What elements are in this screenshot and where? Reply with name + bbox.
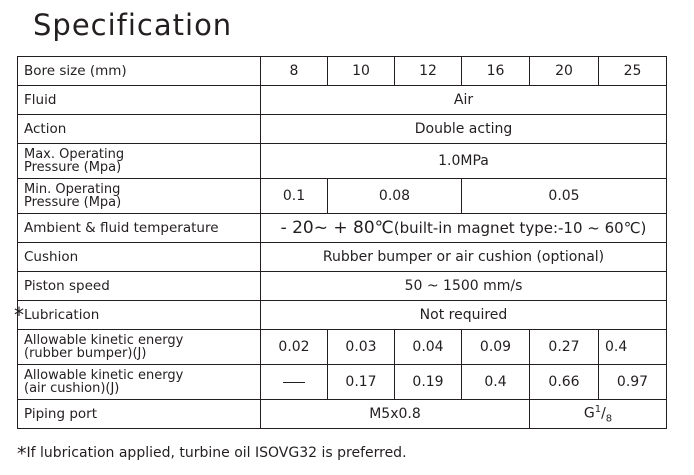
footnote-asterisk: * [17, 443, 27, 465]
ambient-temperature-note: (built-in magnet type:-10 ~ 60℃) [393, 219, 647, 237]
row-bore-size [18, 57, 667, 86]
kinetic-energy-rubber-25: 0.4 [599, 330, 667, 365]
kinetic-energy-air-8-not-available [261, 365, 328, 400]
row-piping-port [18, 400, 667, 429]
row-kinetic-energy-rubber [18, 330, 667, 365]
min-pressure-value-10-12: 0.08 [328, 179, 462, 214]
bore-size-10: 10 [328, 57, 395, 86]
piping-port-g: G [583, 405, 595, 422]
em-dash-mark [283, 382, 305, 383]
row-lubrication [18, 301, 667, 330]
fluid-value: Air [261, 86, 667, 115]
kinetic-energy-rubber-12: 0.04 [395, 330, 462, 365]
kinetic-energy-air-25: 0.97 [599, 365, 667, 400]
specification-table [14, 56, 667, 429]
min-pressure-label [18, 179, 261, 214]
piping-port-g-denominator: 8 [605, 413, 613, 425]
bore-size-16: 16 [462, 57, 530, 86]
row-fluid [18, 86, 667, 115]
cushion-label: Cushion [18, 243, 261, 272]
piston-speed-label: Piston speed [18, 272, 261, 301]
lubrication-label [14, 301, 261, 330]
row-min-pressure [18, 179, 667, 214]
lubrication-asterisk: * [14, 303, 24, 327]
max-pressure-label-line1: Max. Operating [24, 147, 125, 162]
kinetic-energy-air-16: 0.4 [462, 365, 530, 400]
min-pressure-value-16-25: 0.05 [462, 179, 667, 214]
piping-port-value-m5: M5x0.8 [261, 400, 530, 429]
row-action [18, 115, 667, 144]
action-value: Double acting [261, 115, 667, 144]
row-piston-speed [18, 272, 667, 301]
kinetic-energy-air-10: 0.17 [328, 365, 395, 400]
ambient-temperature-range: - 20~ + 80℃ [280, 218, 394, 238]
max-pressure-label [18, 144, 261, 179]
piston-speed-value: 50 ~ 1500 mm/s [261, 272, 667, 301]
footnote-text: If lubrication applied, turbine oil ISOVG32 is preferred. [26, 445, 407, 461]
row-ambient-temperature [18, 214, 667, 243]
fluid-label: Fluid [18, 86, 261, 115]
kinetic-energy-air-label-line2: (air cushion)(J) [24, 381, 120, 396]
bore-size-8: 8 [261, 57, 328, 86]
bore-size-label: Bore size (mm) [18, 57, 261, 86]
lubrication-footnote [17, 443, 407, 465]
max-pressure-value: 1.0MPa [261, 144, 667, 179]
cushion-value: Rubber bumper or air cushion (optional) [261, 243, 667, 272]
kinetic-energy-rubber-label-line1: Allowable kinetic energy [24, 333, 184, 348]
kinetic-energy-rubber-20: 0.27 [530, 330, 599, 365]
bore-size-20: 20 [530, 57, 599, 86]
ambient-temperature-label: Ambient & fluid temperature [18, 214, 261, 243]
min-pressure-label-line2: Pressure (Mpa) [24, 195, 122, 210]
action-label: Action [18, 115, 261, 144]
kinetic-energy-rubber-16: 0.09 [462, 330, 530, 365]
ambient-temperature-value [261, 214, 667, 243]
kinetic-energy-rubber-label-line2: (rubber bumper)(J) [24, 346, 147, 361]
piping-port-value-g18: $G^1/_8$ [530, 400, 667, 429]
row-kinetic-energy-air [18, 365, 667, 400]
min-pressure-label-line1: Min. Operating [24, 182, 121, 197]
bore-size-12: 12 [395, 57, 462, 86]
max-pressure-label-line2: Pressure (Mpa) [24, 160, 122, 175]
min-pressure-value-8: 0.1 [261, 179, 328, 214]
lubrication-label-text: Lubrication [24, 307, 100, 323]
kinetic-energy-air-20: 0.66 [530, 365, 599, 400]
kinetic-energy-rubber-8: 0.02 [261, 330, 328, 365]
kinetic-energy-air-label [18, 365, 261, 400]
piping-port-label: Piping port [18, 400, 261, 429]
kinetic-energy-air-label-line1: Allowable kinetic energy [24, 368, 184, 383]
row-max-pressure [18, 144, 667, 179]
row-cushion [18, 243, 667, 272]
kinetic-energy-rubber-10: 0.03 [328, 330, 395, 365]
lubrication-value: Not required [261, 301, 667, 330]
kinetic-energy-rubber-label [18, 330, 261, 365]
page-title: Specification [33, 8, 233, 42]
kinetic-energy-air-12: 0.19 [395, 365, 462, 400]
piping-port-g-numerator: 1 [594, 403, 602, 415]
bore-size-25: 25 [599, 57, 667, 86]
